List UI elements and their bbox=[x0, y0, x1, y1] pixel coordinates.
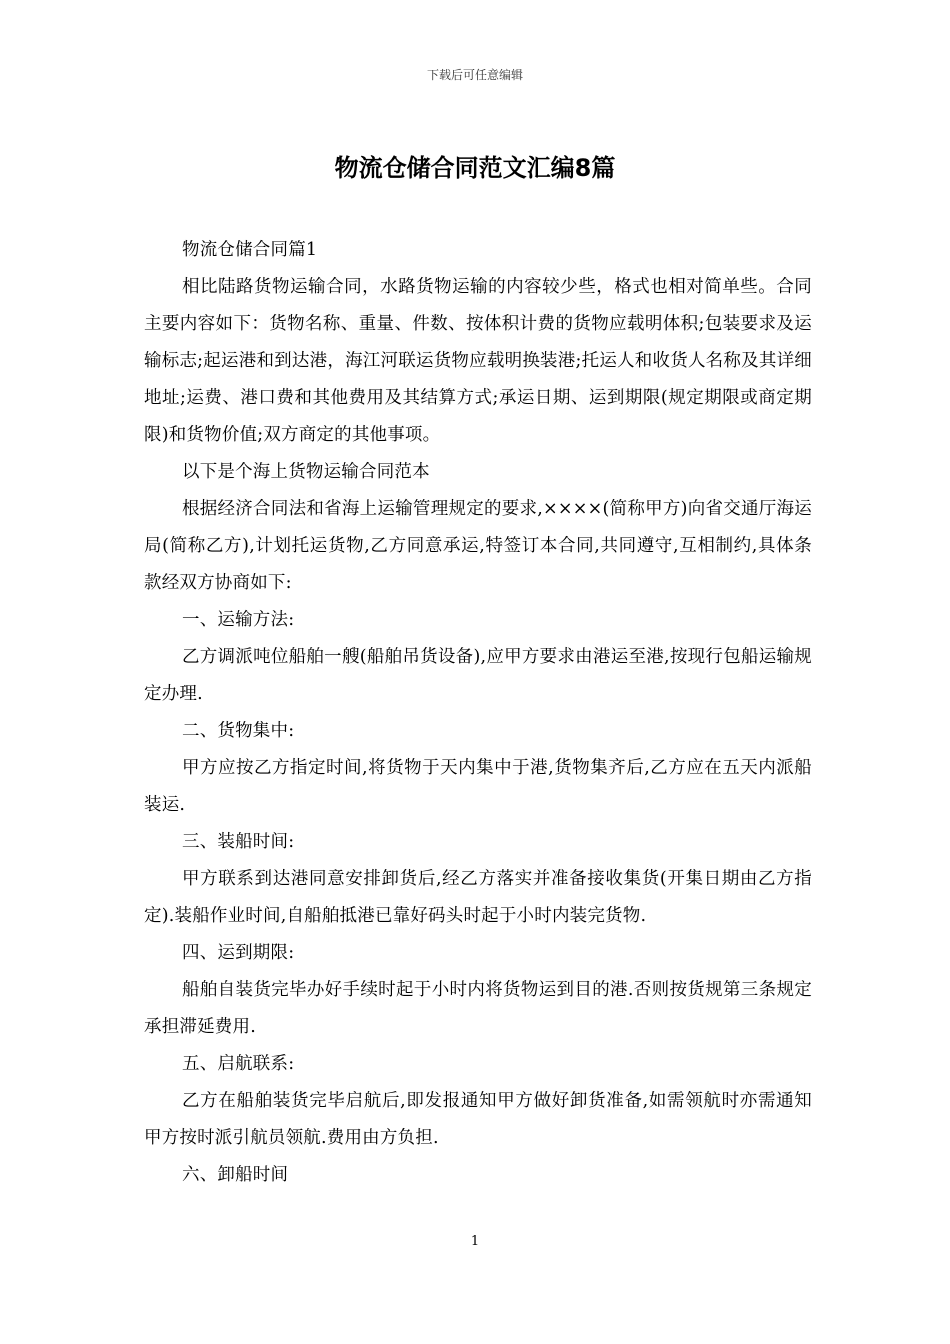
paragraph: 根据经济合同法和省海上运输管理规定的要求,××××(简称甲方)向省交通厅海运局(简称乙方),计划托运货物,乙方同意承运,特签订本合同,共同遵守,互相制约,具体条款经双方协商如下: bbox=[144, 499, 812, 593]
page-number: 1 bbox=[470, 1234, 480, 1249]
section-heading: 三、装船时间: bbox=[182, 832, 295, 852]
section-heading: 二、货物集中: bbox=[182, 721, 295, 741]
document-title: 物流仓储合同范文汇编8篇 bbox=[334, 154, 616, 182]
paragraph: 物流仓储合同篇1 bbox=[182, 240, 318, 260]
paragraph: 船舶自装货完毕办好手续时起于小时内将货物运到目的港.否则按货规第三条规定承担滞延费用. bbox=[144, 980, 812, 1037]
paragraph: 甲方应按乙方指定时间,将货物于天内集中于港,货物集齐后,乙方应在五天内派船装运. bbox=[144, 758, 812, 815]
page-header: 下载后可任意编辑 bbox=[426, 68, 523, 82]
paragraph: 乙方在船舶装货完毕启航后,即发报通知甲方做好卸货准备,如需领航时亦需通知甲方按时派引航员领航.费用由方负担. bbox=[144, 1091, 812, 1148]
section-heading: 一、运输方法: bbox=[182, 610, 295, 630]
section-heading: 五、启航联系: bbox=[182, 1054, 295, 1074]
section-heading: 六、卸船时间 bbox=[182, 1165, 289, 1185]
document-body bbox=[144, 232, 812, 1194]
paragraph: 乙方调派吨位船舶一艘(船舶吊货设备),应甲方要求由港运至港,按现行包船运输规定办理. bbox=[144, 647, 812, 704]
paragraph: 以下是个海上货物运输合同范本 bbox=[182, 462, 430, 482]
section-heading: 四、运到期限: bbox=[182, 943, 295, 963]
paragraph: 相比陆路货物运输合同，水路货物运输的内容较少些，格式也相对简单些。合同主要内容如下：货物名称、重量、件数、按体积计费的货物应载明体积;包装要求及运输标志;起运港和到达港，海江河联运货物应载明换装港;托运人和收货人名称及其详细地址;运费、港口费和其他费用及其结算方式;承运日期、运到期限(规定期限或商定期限)和货物价值;双方商定的其他事项。 bbox=[144, 277, 812, 445]
paragraph: 甲方联系到达港同意安排卸货后,经乙方落实并准备接收集货(开集日期由乙方指定).装船作业时间,自船舶抵港已靠好码头时起于小时内装完货物. bbox=[144, 869, 812, 926]
